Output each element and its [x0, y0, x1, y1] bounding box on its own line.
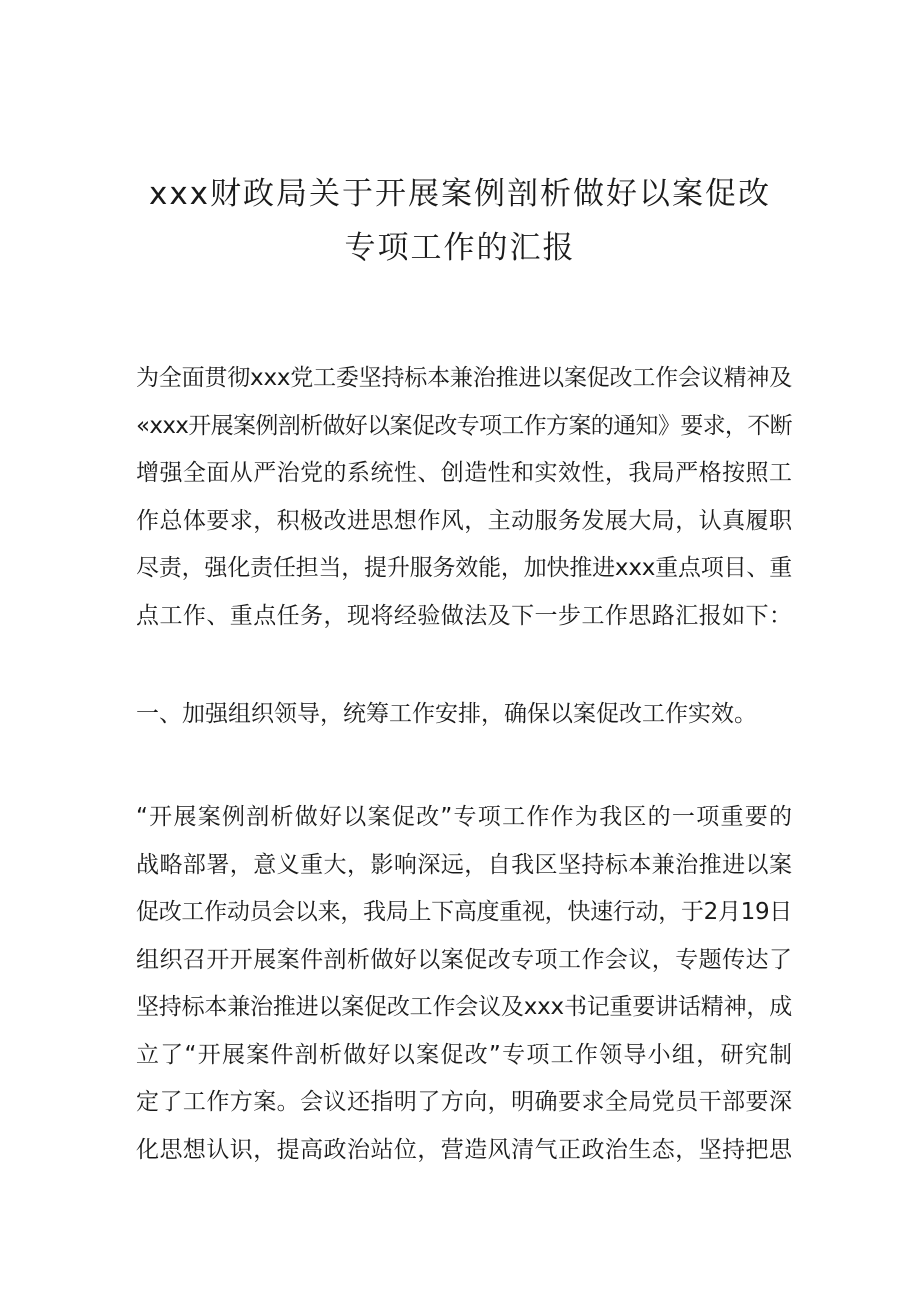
document-title-line-1: xxx财政局关于开展案例剖析做好以案促改 — [148, 176, 772, 212]
paragraph-line: 战略部署，意义重大，影响深远，自我区坚持标本兼治推进以案 — [136, 851, 793, 878]
paragraph-line: 为全面贯彻xxx党工委坚持标本兼治推进以案促改工作会议精神及 — [136, 365, 792, 391]
intro-paragraph — [136, 355, 792, 640]
paragraph-line: «xxx开展案例剖析做好以案促改专项工作方案的通知》要求，不断 — [136, 412, 792, 439]
paragraph-line: 尽责，强化责任担当，提升服务效能，加快推进xxx重点项目、重 — [136, 555, 792, 581]
paragraph-line: 促改工作动员会以来，我局上下高度重视，快速行动，于2月19日 — [136, 899, 792, 925]
paragraph-line: 组织召开开展案件剖析做好以案促改专项工作会议，专题传达了 — [136, 946, 793, 973]
section-1-paragraph — [136, 794, 792, 1174]
paragraph-line: 化思想认识，提高政治站位，营造风清气正政治生态，坚持把思 — [136, 1136, 793, 1163]
paragraph-line: 增强全面从严治党的系统性、创造性和实效性，我局严格按照工 — [136, 460, 793, 486]
paragraph-line: “开展案例剖析做好以案促改”专项工作作为我区的一项重要的 — [136, 804, 794, 830]
paragraph-line: 立了“开展案件剖析做好以案促改”专项工作领导小组，研究制 — [136, 1041, 794, 1068]
section-heading-1: 一、加强组织领导，统筹工作安排，确保以案促改工作实效。 — [136, 701, 757, 727]
paragraph-line: 定了工作方案。会议还指明了方向，明确要求全局党员干部要深 — [136, 1089, 793, 1115]
paragraph-line: 坚持标本兼治推进以案促改工作会议及xxx书记重要讲话精神，成 — [136, 994, 792, 1020]
document-title-line-2: 专项工作的汇报 — [344, 230, 576, 266]
paragraph-line: 点工作、重点任务，现将经验做法及下一步工作思路汇报如下： — [136, 602, 793, 629]
paragraph-line: 作总体要求，积极改进思想作风，主动服务发展大局，认真履职 — [136, 507, 793, 534]
